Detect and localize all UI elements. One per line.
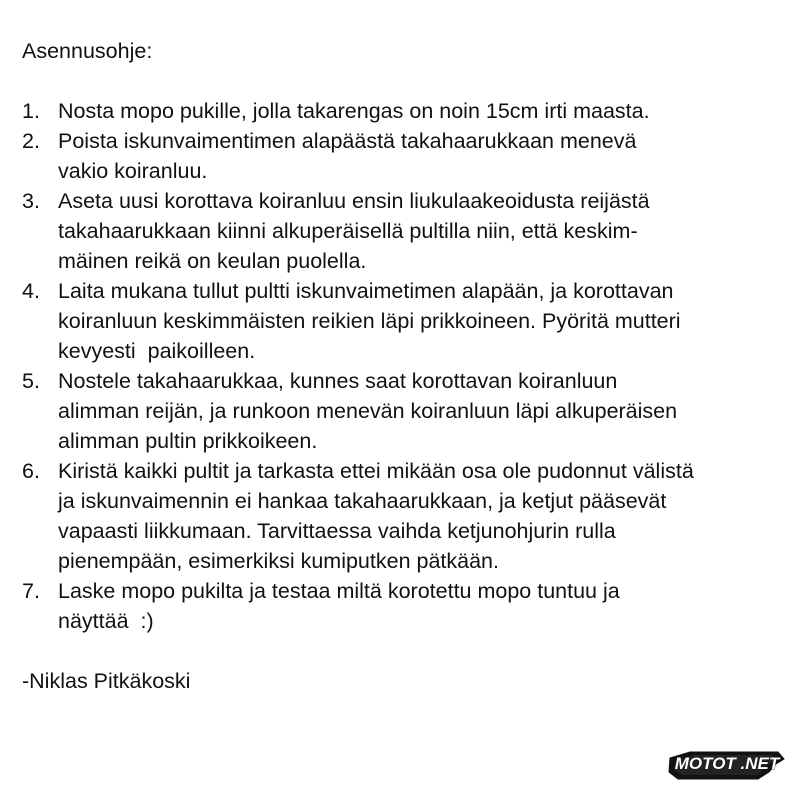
step-item	[22, 126, 797, 186]
step-list	[22, 96, 797, 636]
step-item	[22, 96, 797, 126]
step-number: 3.	[22, 189, 40, 213]
step-item	[22, 366, 797, 456]
logo-wordmark: MOTOT .NET	[674, 754, 780, 773]
step-item	[22, 456, 797, 576]
step-number: 2.	[22, 129, 40, 153]
step-line: Aseta uusi korottava koiranluu ensin liukulaakeoidusta reijästä	[58, 189, 650, 213]
step-text	[58, 96, 797, 126]
step-text	[58, 456, 797, 576]
motot-logo	[666, 748, 788, 784]
step-line: Laske mopo pukilta ja testaa miltä korotettu mopo tuntuu ja	[58, 579, 620, 603]
step-line: näyttää :)	[58, 609, 154, 633]
step-item	[22, 576, 797, 636]
step-text	[58, 126, 797, 186]
step-line: kevyesti paikoilleen.	[58, 339, 256, 363]
step-line: takahaarukkaan kiinni alkuperäisellä pultilla niin, että keskim-	[58, 219, 638, 243]
step-text	[58, 186, 797, 276]
step-line: alimman pultin prikkoikeen.	[58, 429, 318, 453]
step-line: Poista iskunvaimentimen alapäästä takahaarukkaan menevä	[58, 129, 637, 153]
step-text	[58, 366, 797, 456]
step-line: mäinen reikä on keulan puolella.	[58, 249, 367, 273]
step-line: Nostele takahaarukkaa, kunnes saat korottavan koiranluun	[58, 369, 618, 393]
instruction-document	[22, 36, 797, 696]
motot-logo-icon	[666, 748, 788, 784]
document-heading: Asennusohje:	[22, 39, 153, 63]
step-number: 4.	[22, 279, 40, 303]
step-text	[58, 276, 797, 366]
step-line: ja iskunvaimennin ei hankaa takahaarukkaan, ja ketjut pääsevät	[58, 489, 667, 513]
step-number: 7.	[22, 579, 40, 603]
step-text	[58, 576, 797, 636]
step-item	[22, 276, 797, 366]
signature: -Niklas Pitkäkoski	[22, 669, 191, 693]
step-line: Kiristä kaikki pultit ja tarkasta ettei mikään osa ole pudonnut välistä	[58, 459, 694, 483]
step-line: Nosta mopo pukille, jolla takarengas on noin 15cm irti maasta.	[58, 99, 650, 123]
step-line: vakio koiranluu.	[58, 159, 208, 183]
step-line: pienempään, esimerkiksi kumiputken pätkään.	[58, 549, 499, 573]
step-line: Laita mukana tullut pultti iskunvaimetimen alapään, ja korottavan	[58, 279, 674, 303]
step-line: vapaasti liikkumaan. Tarvittaessa vaihda ketjunohjurin rulla	[58, 519, 616, 543]
step-line: koiranluun keskimmäisten reikien läpi prikkoineen. Pyöritä mutteri	[58, 309, 681, 333]
step-number: 1.	[22, 99, 40, 123]
step-number: 6.	[22, 459, 40, 483]
step-number: 5.	[22, 369, 40, 393]
step-item	[22, 186, 797, 276]
step-line: alimman reijän, ja runkoon menevän koiranluun läpi alkuperäisen	[58, 399, 678, 423]
